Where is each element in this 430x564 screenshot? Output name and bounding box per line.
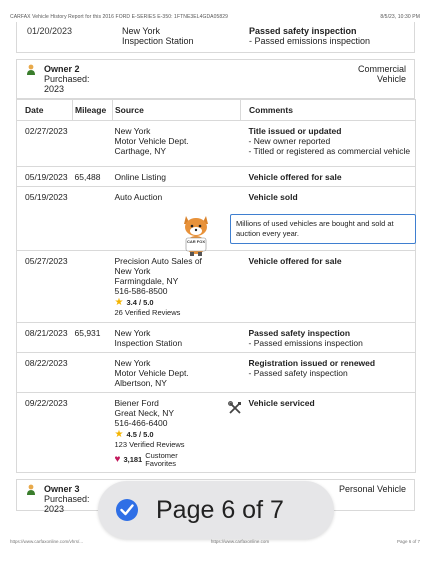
comment-title: Passed safety inspection (249, 26, 357, 36)
favorites-count: 3,181 (123, 455, 143, 464)
source-line: 516-586-8500 (114, 286, 168, 296)
row-date: 08/22/2023 (17, 353, 73, 393)
print-header (10, 14, 420, 20)
vehicle-type-line: Vehicle (376, 74, 406, 84)
row-source (113, 393, 241, 473)
purchased-label: Purchased: (44, 74, 90, 84)
row-comments (241, 251, 416, 323)
owner-name: Owner 3 (44, 484, 80, 494)
favorites-label: Customer Favorites (145, 451, 178, 468)
column-header-comments: Comments (241, 100, 416, 121)
row-mileage: 65,931 (73, 323, 113, 353)
comment-title: Vehicle offered for sale (248, 256, 342, 266)
purchased-year: 2023 (44, 504, 65, 514)
customer-favorites (115, 452, 237, 468)
print-footer-left: https://www.carfaxonline.com/vhrs/... (10, 539, 84, 544)
row-mileage (73, 393, 113, 473)
star-icon: ★ (114, 429, 124, 440)
table-row (17, 167, 416, 187)
source-line: Albertson, NY (114, 378, 167, 388)
rating-value: 3.4 / 5.0 (126, 298, 154, 307)
source-line: Motor Vehicle Dept. (114, 136, 189, 146)
row-comments (241, 121, 416, 167)
print-header-right: 8/5/23, 10:30 PM (380, 14, 420, 20)
source-line: Auto Auction (114, 192, 163, 202)
source-line: 516-466-6400 (114, 418, 168, 428)
dealer-name: Biener Ford (114, 398, 159, 408)
owner-purchased (44, 74, 124, 94)
table-row (17, 121, 416, 167)
source-line: New York (114, 328, 151, 338)
dealer-rating (115, 298, 237, 308)
row-comments (241, 393, 416, 473)
row-mileage (73, 353, 113, 393)
star-icon: ★ (114, 297, 124, 308)
row-source (113, 251, 241, 323)
previous-row-comments (249, 26, 370, 46)
owner-name: Owner 2 (44, 64, 80, 74)
row-date: 05/27/2023 (17, 251, 73, 323)
comment-line: - Passed safety inspection (248, 368, 348, 378)
row-comments (241, 353, 416, 393)
auction-overlay-anchor (16, 210, 415, 244)
row-date: 05/19/2023 (17, 167, 73, 187)
vehicle-type-line: Personal Vehicle (338, 484, 406, 494)
source-line: Online Listing (114, 172, 167, 182)
row-date: 09/22/2023 (17, 393, 73, 473)
heart-icon: ♥ (114, 454, 121, 465)
table-row (17, 353, 416, 393)
source-line: Great Neck, NY (114, 408, 175, 418)
auction-callout: Millions of used vehicles are bought and sold at auction every year. (230, 214, 416, 244)
comment-line: - Passed emissions inspection (248, 338, 363, 348)
row-source (113, 353, 241, 393)
page-indicator-label: Page 6 of 7 (156, 495, 284, 524)
carfox-mascot-icon (178, 212, 214, 256)
print-footer (10, 539, 420, 544)
comment-title: Vehicle offered for sale (248, 172, 342, 182)
page-indicator (98, 481, 334, 539)
comment-line: - Titled or registered as commercial vehicle (248, 146, 411, 156)
comment-title: Registration issued or renewed (248, 358, 376, 368)
source-line: Inspection Station (114, 338, 183, 348)
column-header-date: Date (17, 100, 73, 121)
owner-vehicle-type (326, 484, 406, 494)
row-date: 05/19/2023 (17, 187, 73, 251)
row-mileage: 65,488 (73, 167, 113, 187)
comment-line: - Passed emissions inspection (249, 36, 371, 46)
row-comments (241, 167, 416, 187)
row-source (113, 187, 241, 251)
person-icon (26, 64, 36, 76)
print-footer-right: Page 6 of 7 (396, 539, 420, 544)
row-mileage (73, 251, 113, 323)
owner-2-header (16, 59, 415, 99)
comment-title: Vehicle sold (248, 192, 298, 202)
history-document (16, 22, 415, 514)
source-line: New York (114, 358, 151, 368)
carfox-sign-text: CAR FOX (187, 239, 205, 244)
row-source (113, 121, 241, 167)
verified-reviews-link[interactable]: 123 Verified Reviews (114, 440, 185, 449)
wrench-screwdriver-icon (228, 401, 242, 415)
row-date: 08/21/2023 (17, 323, 73, 353)
print-header-left: CARFAX Vehicle History Report for this 2016 FORD E-SERIES E-350: 1FTNE3EL4GDA05829 (10, 14, 229, 20)
row-source (113, 167, 241, 187)
print-footer-center: https://www.carfaxonline.com (210, 539, 270, 544)
row-mileage (73, 121, 113, 167)
previous-row-source (122, 26, 194, 46)
table-row (17, 323, 416, 353)
row-source (113, 323, 241, 353)
person-icon (26, 484, 36, 496)
source-line: New York (114, 126, 151, 136)
row-mileage (73, 187, 113, 251)
dealer-name: Precision Auto Sales of New York (114, 256, 202, 276)
source-line: Farmingdale, NY (114, 276, 179, 286)
previous-row (16, 22, 415, 53)
dealer-rating (115, 430, 237, 440)
row-date: 02/27/2023 (17, 121, 73, 167)
row-comments (241, 323, 416, 353)
table-row (17, 393, 416, 473)
comment-title: Passed safety inspection (248, 328, 351, 338)
vehicle-type-line: Commercial (357, 64, 406, 74)
source-line: New York (122, 26, 161, 36)
purchased-year: 2023 (44, 84, 65, 94)
table-row (17, 251, 416, 323)
rating-value: 4.5 / 5.0 (126, 430, 154, 439)
table-header-row (17, 100, 416, 121)
checkmark-icon (116, 499, 138, 521)
comment-line: - New owner reported (248, 136, 331, 146)
history-table (16, 99, 416, 473)
verified-reviews-link[interactable]: 26 Verified Reviews (114, 308, 181, 317)
comment-title: Title issued or updated (248, 126, 342, 136)
column-header-mileage: Mileage (73, 100, 113, 121)
source-line: Carthage, NY (114, 146, 166, 156)
source-line: Motor Vehicle Dept. (114, 368, 189, 378)
previous-row-date: 01/20/2023 (27, 26, 73, 36)
owner-vehicle-type (326, 64, 406, 84)
comment-title: Vehicle serviced (248, 398, 315, 408)
source-line: Inspection Station (122, 36, 194, 46)
purchased-label: Purchased: (44, 494, 90, 504)
column-header-source: Source (113, 100, 241, 121)
